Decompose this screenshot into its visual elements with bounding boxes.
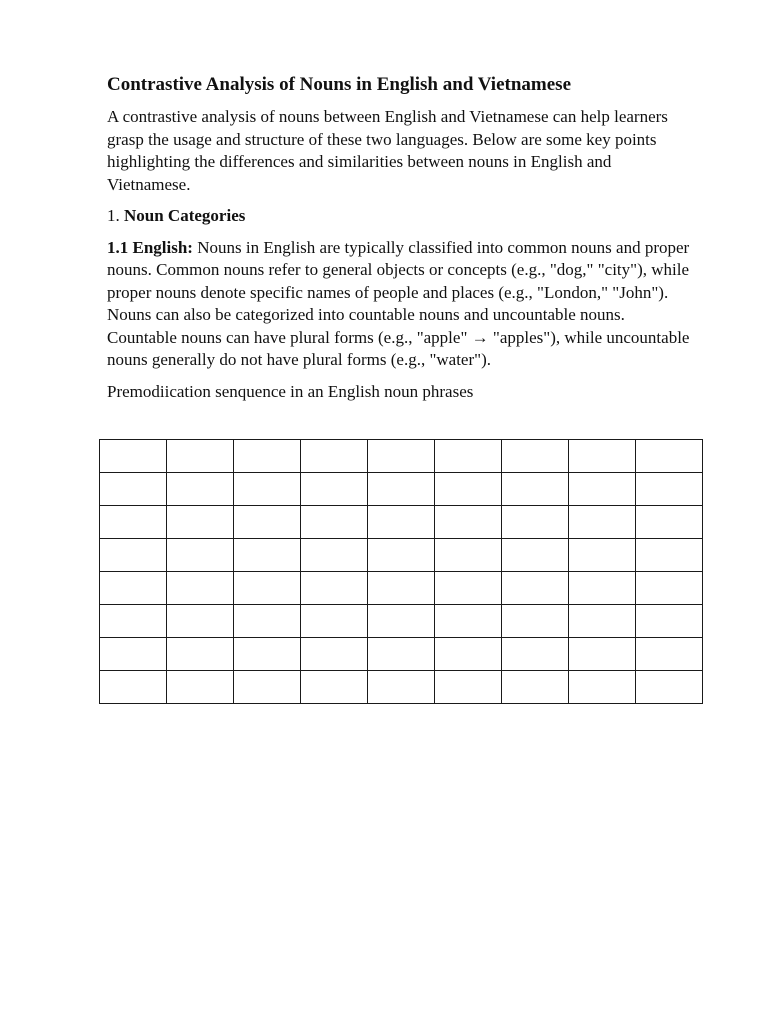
table-row bbox=[100, 539, 703, 572]
table-cell[interactable] bbox=[301, 440, 368, 473]
table-cell[interactable] bbox=[368, 440, 435, 473]
table-cell[interactable] bbox=[301, 671, 368, 704]
table-cell[interactable] bbox=[100, 506, 167, 539]
table-cell[interactable] bbox=[569, 605, 636, 638]
table-cell[interactable] bbox=[502, 539, 569, 572]
subsection-label: 1.1 English: bbox=[107, 237, 193, 257]
table-cell[interactable] bbox=[167, 638, 234, 671]
document-body bbox=[107, 72, 697, 412]
table-cell[interactable] bbox=[167, 506, 234, 539]
table-cell[interactable] bbox=[100, 473, 167, 506]
table-row bbox=[100, 638, 703, 671]
table-cell[interactable] bbox=[368, 473, 435, 506]
table-row bbox=[100, 473, 703, 506]
table-cell[interactable] bbox=[100, 638, 167, 671]
table-cell[interactable] bbox=[569, 671, 636, 704]
table-cell[interactable] bbox=[569, 473, 636, 506]
table-caption: Premodiication senquence in an English noun phrases bbox=[107, 381, 474, 401]
table-row bbox=[100, 440, 703, 473]
table-cell[interactable] bbox=[368, 539, 435, 572]
table-cell[interactable] bbox=[569, 638, 636, 671]
table-cell[interactable] bbox=[502, 440, 569, 473]
table-cell[interactable] bbox=[368, 671, 435, 704]
table-cell[interactable] bbox=[502, 605, 569, 638]
table-cell[interactable] bbox=[636, 473, 703, 506]
section-heading bbox=[107, 205, 697, 228]
section-number: 1. bbox=[107, 206, 120, 225]
table-cell[interactable] bbox=[167, 473, 234, 506]
table-cell[interactable] bbox=[636, 572, 703, 605]
table-row bbox=[100, 605, 703, 638]
table-cell[interactable] bbox=[435, 440, 502, 473]
table-cell[interactable] bbox=[234, 473, 301, 506]
table-cell[interactable] bbox=[301, 605, 368, 638]
document-title: Contrastive Analysis of Nouns in English and Vietnamese bbox=[107, 74, 571, 95]
table-cell[interactable] bbox=[435, 671, 502, 704]
table-row bbox=[100, 572, 703, 605]
table-cell[interactable] bbox=[435, 506, 502, 539]
table-cell[interactable] bbox=[502, 473, 569, 506]
table-cell[interactable] bbox=[234, 671, 301, 704]
table-row bbox=[100, 671, 703, 704]
table-row bbox=[100, 506, 703, 539]
table-cell[interactable] bbox=[502, 506, 569, 539]
table-cell[interactable] bbox=[234, 638, 301, 671]
table-cell[interactable] bbox=[167, 572, 234, 605]
table-cell[interactable] bbox=[100, 671, 167, 704]
table-cell[interactable] bbox=[234, 506, 301, 539]
table-cell[interactable] bbox=[435, 473, 502, 506]
table-cell[interactable] bbox=[368, 506, 435, 539]
table-cell[interactable] bbox=[234, 605, 301, 638]
table-cell[interactable] bbox=[569, 440, 636, 473]
table-cell[interactable] bbox=[636, 506, 703, 539]
subsection-body: Nouns in English are typically classified into common nouns and proper nouns. Common nouns refer to general objects or concepts (e.g., "dog," "city"), while proper nouns denote specific names of people and places (e.g., "London," "John"). Nouns can also be categorized into countable nouns and uncountable nouns. Countable nouns can have plural forms (e.g., "apple" → "apples"), while uncountable nouns generally do not have plural forms (e.g., "water"). bbox=[107, 237, 690, 369]
table-cell[interactable] bbox=[569, 506, 636, 539]
table-cell[interactable] bbox=[368, 638, 435, 671]
table-cell[interactable] bbox=[100, 572, 167, 605]
table-cell[interactable] bbox=[636, 539, 703, 572]
intro-paragraph: A contrastive analysis of nouns between English and Vietnamese can help learners grasp the usage and structure of these two languages. Below are some key points highlighting the differences and similarities between nouns in English and Vietnamese. bbox=[107, 107, 668, 194]
table-cell[interactable] bbox=[502, 671, 569, 704]
table-cell[interactable] bbox=[636, 440, 703, 473]
table-cell[interactable] bbox=[167, 671, 234, 704]
table-cell[interactable] bbox=[167, 440, 234, 473]
table-cell[interactable] bbox=[435, 605, 502, 638]
table-cell[interactable] bbox=[368, 605, 435, 638]
table-cell[interactable] bbox=[167, 539, 234, 572]
table-cell[interactable] bbox=[569, 572, 636, 605]
section-title: Noun Categories bbox=[124, 206, 246, 225]
table-cell[interactable] bbox=[301, 539, 368, 572]
empty-grid-table bbox=[99, 439, 703, 704]
table-cell[interactable] bbox=[636, 671, 703, 704]
table-cell[interactable] bbox=[569, 539, 636, 572]
table-cell[interactable] bbox=[636, 605, 703, 638]
table-cell[interactable] bbox=[636, 638, 703, 671]
table-cell[interactable] bbox=[234, 440, 301, 473]
subsection-paragraph bbox=[107, 237, 697, 372]
table-cell[interactable] bbox=[301, 473, 368, 506]
table-cell[interactable] bbox=[301, 506, 368, 539]
table-cell[interactable] bbox=[435, 539, 502, 572]
table-cell[interactable] bbox=[502, 638, 569, 671]
table-cell[interactable] bbox=[368, 572, 435, 605]
table-cell[interactable] bbox=[435, 572, 502, 605]
table-cell[interactable] bbox=[234, 572, 301, 605]
table-cell[interactable] bbox=[502, 572, 569, 605]
table-cell[interactable] bbox=[301, 638, 368, 671]
table-cell[interactable] bbox=[100, 605, 167, 638]
table-cell[interactable] bbox=[435, 638, 502, 671]
table-cell[interactable] bbox=[301, 572, 368, 605]
table-cell[interactable] bbox=[100, 440, 167, 473]
table-cell[interactable] bbox=[100, 539, 167, 572]
table-cell[interactable] bbox=[234, 539, 301, 572]
table-cell[interactable] bbox=[167, 605, 234, 638]
